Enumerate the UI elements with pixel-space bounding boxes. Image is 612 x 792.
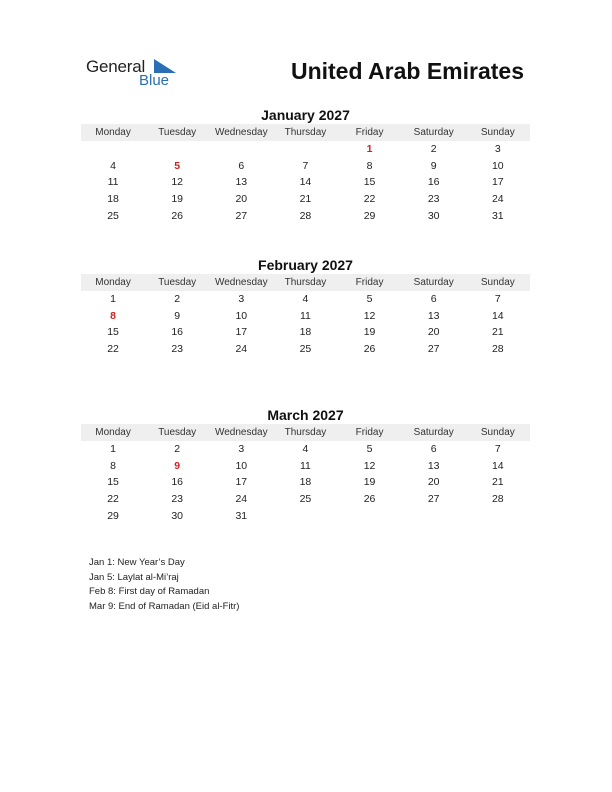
week-row — [81, 141, 530, 158]
day-cell: 15 — [107, 476, 119, 489]
day-cell: 13 — [427, 459, 440, 472]
day-cell: 5 — [366, 443, 373, 456]
weekday-header — [81, 124, 530, 141]
day-cell: 6 — [430, 443, 437, 456]
weekday-label: Saturday — [413, 427, 454, 438]
day-cell: 16 — [171, 326, 184, 339]
logo-text-general: General — [86, 57, 146, 76]
day-cell: 20 — [427, 476, 440, 489]
month-title: March 2027 — [267, 407, 344, 423]
day-cell: 11 — [107, 176, 119, 189]
day-cell: 6 — [430, 293, 437, 306]
holiday-day-cell: 1 — [366, 143, 373, 156]
day-cell: 26 — [363, 493, 376, 506]
holiday-note: Feb 8: First day of Ramadan — [89, 586, 210, 598]
day-cell: 17 — [491, 176, 504, 189]
holiday-note: Jan 1: New Year’s Day — [89, 557, 185, 568]
day-cell: 26 — [363, 343, 376, 356]
week-row — [81, 324, 530, 341]
day-cell: 2 — [430, 143, 437, 156]
weekday-label: Wednesday — [214, 277, 268, 288]
day-cell: 10 — [235, 309, 248, 322]
day-cell: 28 — [491, 493, 504, 506]
day-cell: 16 — [427, 176, 440, 189]
weekday-label: Friday — [355, 427, 384, 438]
day-cell: 23 — [171, 343, 184, 356]
day-cell: 8 — [366, 159, 373, 172]
day-cell: 16 — [171, 476, 184, 489]
holiday-day-cell: 5 — [174, 159, 181, 172]
week-row — [81, 507, 530, 524]
day-cell: 25 — [107, 209, 119, 222]
day-cell: 1 — [110, 443, 116, 456]
day-cell: 1 — [110, 293, 116, 306]
day-cell: 12 — [171, 176, 184, 189]
logo-flag-icon — [154, 59, 176, 73]
holiday-day-cell: 9 — [174, 459, 181, 472]
day-cell: 19 — [363, 476, 376, 489]
day-cell: 15 — [363, 176, 376, 189]
day-cell: 10 — [491, 159, 504, 172]
day-cell: 24 — [235, 343, 248, 356]
weekday-label: Thursday — [284, 127, 327, 138]
day-cell: 30 — [171, 509, 184, 522]
day-cell: 30 — [427, 209, 440, 222]
weekday-header — [81, 424, 530, 441]
day-cell: 26 — [171, 209, 184, 222]
day-cell: 23 — [427, 193, 440, 206]
day-cell: 31 — [235, 509, 248, 522]
holiday-notes — [89, 556, 239, 615]
day-cell: 17 — [235, 326, 248, 339]
weekday-label: Friday — [355, 277, 384, 288]
day-cell: 15 — [107, 326, 119, 339]
day-cell: 22 — [107, 493, 119, 506]
generalblue-logo — [86, 57, 196, 93]
weekday-label: Monday — [95, 277, 131, 288]
day-cell: 7 — [302, 159, 309, 172]
weekday-label: Saturday — [413, 277, 454, 288]
day-cell: 24 — [235, 493, 248, 506]
day-cell: 19 — [171, 193, 184, 206]
day-cell: 17 — [235, 476, 248, 489]
day-cell: 6 — [238, 159, 245, 172]
day-cell: 10 — [235, 459, 248, 472]
weekday-label: Thursday — [284, 277, 327, 288]
day-cell: 27 — [235, 209, 248, 222]
day-cell: 13 — [427, 309, 440, 322]
week-row — [81, 308, 530, 325]
day-cell: 18 — [299, 476, 312, 489]
weekday-label: Sunday — [480, 127, 515, 138]
day-cell: 19 — [363, 326, 376, 339]
day-cell: 12 — [363, 459, 376, 472]
week-row — [81, 474, 530, 491]
day-cell: 21 — [491, 476, 504, 489]
month-february — [81, 257, 530, 357]
day-cell: 7 — [494, 443, 501, 456]
day-cell: 3 — [238, 293, 245, 306]
week-row — [81, 158, 530, 175]
day-cell: 14 — [491, 309, 504, 322]
weekday-label: Tuesday — [158, 427, 197, 438]
day-cell: 28 — [491, 343, 504, 356]
day-cell: 5 — [366, 293, 373, 306]
day-cell: 2 — [174, 293, 181, 306]
day-cell: 24 — [491, 193, 504, 206]
day-cell: 25 — [299, 343, 312, 356]
day-cell: 3 — [494, 143, 501, 156]
day-cell: 18 — [107, 193, 119, 206]
week-row — [81, 207, 530, 224]
week-row — [81, 441, 530, 458]
weekday-label: Wednesday — [214, 427, 268, 438]
day-cell: 8 — [110, 459, 116, 472]
day-cell: 28 — [299, 209, 312, 222]
weekday-label: Tuesday — [158, 127, 197, 138]
day-cell: 20 — [427, 326, 440, 339]
weekday-label: Saturday — [413, 127, 454, 138]
day-cell: 11 — [299, 459, 311, 472]
day-cell: 7 — [494, 293, 501, 306]
week-row — [81, 458, 530, 475]
month-title: February 2027 — [258, 257, 353, 273]
holiday-note: Jan 5: Laylat al-Mi’raj — [89, 571, 179, 583]
day-cell: 13 — [235, 176, 248, 189]
day-cell: 20 — [235, 193, 248, 206]
week-row — [81, 174, 530, 191]
day-cell: 11 — [299, 309, 311, 322]
logo-text-blue: Blue — [139, 72, 170, 89]
weekday-label: Friday — [355, 127, 384, 138]
week-row — [81, 191, 530, 208]
day-cell: 9 — [174, 309, 181, 322]
day-cell: 2 — [174, 443, 181, 456]
week-row — [81, 291, 530, 308]
weekday-label: Monday — [95, 427, 131, 438]
day-cell: 27 — [427, 343, 440, 356]
weekday-header — [81, 274, 530, 291]
day-cell: 22 — [107, 343, 119, 356]
weekday-label: Sunday — [480, 277, 515, 288]
page-title: United Arab Emirates — [290, 58, 524, 84]
day-cell: 14 — [491, 459, 504, 472]
day-cell: 21 — [299, 193, 312, 206]
day-cell: 21 — [491, 326, 504, 339]
month-march — [81, 407, 530, 524]
day-cell: 23 — [171, 493, 184, 506]
day-cell: 12 — [363, 309, 376, 322]
month-january — [81, 107, 530, 224]
day-cell: 29 — [363, 209, 376, 222]
day-cell: 4 — [302, 293, 309, 306]
day-cell: 9 — [430, 159, 437, 172]
holiday-day-cell: 8 — [110, 309, 116, 322]
weekday-label: Tuesday — [158, 277, 197, 288]
holiday-note: Mar 9: End of Ramadan (Eid al-Fitr) — [89, 601, 240, 613]
weekday-label: Sunday — [480, 427, 515, 438]
day-cell: 18 — [299, 326, 312, 339]
day-cell: 31 — [491, 209, 504, 222]
day-cell: 25 — [299, 493, 312, 506]
day-cell: 29 — [107, 509, 119, 522]
weekday-label: Thursday — [284, 427, 327, 438]
week-row — [81, 491, 530, 508]
day-cell: 4 — [302, 443, 309, 456]
weekday-label: Monday — [95, 127, 131, 138]
day-cell: 22 — [363, 193, 376, 206]
day-cell: 3 — [238, 443, 245, 456]
month-title: January 2027 — [261, 107, 350, 123]
day-cell: 4 — [110, 159, 116, 172]
day-cell: 27 — [427, 493, 440, 506]
week-row — [81, 341, 530, 358]
day-cell: 14 — [299, 176, 312, 189]
weekday-label: Wednesday — [214, 127, 268, 138]
